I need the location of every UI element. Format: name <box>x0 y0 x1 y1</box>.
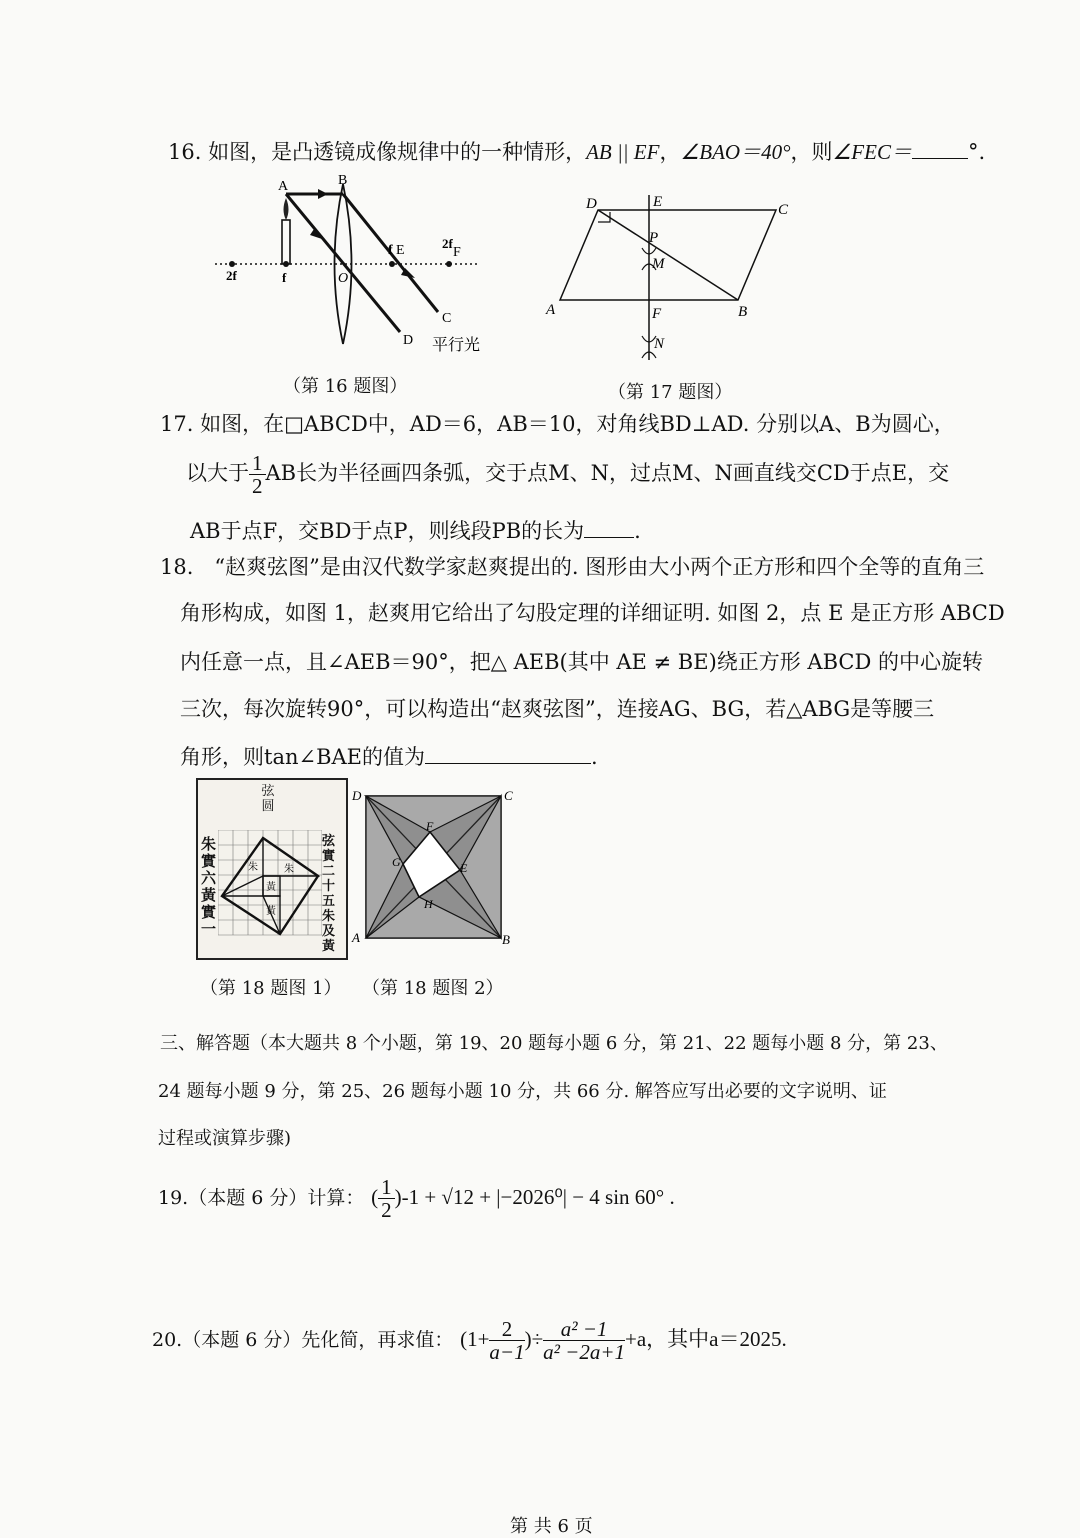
q18-fig2 <box>346 784 524 952</box>
q18-fig1-left: 朱實六黃實一 <box>201 835 217 938</box>
q16-text: 16. 如图，是凸透镜成像规律中的一种情形，AB || EF，∠BAO＝40°，则∠FEC＝ °. <box>168 137 985 165</box>
q17-label-C: C <box>778 202 789 218</box>
q18-fig1-inner-2: 黃 <box>266 882 276 893</box>
q18-fig2-label-G: G <box>392 855 401 869</box>
q19-fraction: $\frac{1}{2}$ <box>378 1176 395 1221</box>
q17-line2: 以大于 $\frac{1}{2}$ AB长为半径画四条弧，交于点M、N，过点M、N画直线交CD于点E，交 <box>186 451 950 499</box>
q18-fig2-label-B: B <box>502 932 510 947</box>
q16-label-2f-right: 2f <box>442 236 453 251</box>
q18-answer-blank <box>425 742 591 764</box>
q16-label-E: E <box>396 243 405 258</box>
q18-line3: 内任意一点，且∠AEB＝90°，把△ AEB(其中 AE ≠ BE)绕正方形 ABCD 的中心旋转 <box>180 650 984 674</box>
q16-label-D: D <box>403 333 414 348</box>
q19: 19.（本题 6 分）计算： ( $\frac{1}{2}$ )-1 + √12 + |−2026⁰| − 4 sin 60° . <box>158 1175 675 1223</box>
q17-label-M: M <box>652 256 665 272</box>
q18-fig2-label-C: C <box>504 788 513 803</box>
q16-label-C: C <box>442 311 452 326</box>
q17-label-F: F <box>652 306 662 322</box>
q16-answer-blank <box>912 137 968 159</box>
page-footer: 第 共 6 页 <box>510 1516 593 1537</box>
q17-figure <box>540 190 800 370</box>
q16-caption: （第 16 题图） <box>283 376 408 397</box>
q17-line1: 17. 如图，在□ABCD中，AD＝6，AB＝10，对角线BD⊥AD. 分别以A、B为圆心， <box>160 412 955 436</box>
q16-label-B: B <box>338 173 348 188</box>
q18-fig2-label-E: E <box>460 861 468 875</box>
q17-label-B: B <box>738 304 748 320</box>
q18-fig2-label-D: D <box>352 788 362 803</box>
q18-fig1-right: 弦實二十五朱及黃 <box>322 834 336 954</box>
q20-fraction-1: $\frac{2}{a-1}$ <box>489 1317 525 1365</box>
q17-label-P: P <box>649 230 659 246</box>
q16-label-f-left: f <box>282 270 287 285</box>
q18-fig2-label-F: F <box>426 819 434 833</box>
q18-fig1-top: 弦 圆 <box>261 784 275 814</box>
q17-label-D: D <box>586 196 597 212</box>
q18-fig1-inner-1: 朱 <box>248 862 258 873</box>
q18-caption1: （第 18 题图 1） <box>200 978 342 999</box>
q18-fig1-inner-3: 朱 <box>284 864 294 875</box>
q16-parallel-light: 平行光 <box>432 335 481 354</box>
q18-fig1 <box>196 778 348 960</box>
section3-line1: 三、解答题（本大题共 8 个小题，第 19、20 题每小题 6 分，第 21、22 题每小题 8 分，第 23、 <box>160 1033 948 1054</box>
q18-fig2-label-H: H <box>424 897 433 911</box>
q17-fraction: $\frac{1}{2}$ <box>249 452 266 497</box>
q18-line1: 18. “赵爽弦图”是由汉代数学家赵爽提出的. 图形由大小两个正方形和四个全等的直角三 <box>160 555 985 579</box>
q18-fig2-label-A: A <box>352 930 360 945</box>
q18-fig1-inner-4: 黃 <box>266 906 276 917</box>
q17-line3: AB于点F，交BD于点P，则线段PB的长为 . <box>190 516 641 544</box>
q18-caption2: （第 18 题图 2） <box>362 978 504 999</box>
q17-caption: （第 17 题图） <box>608 382 733 403</box>
q16-label-A: A <box>278 179 289 194</box>
q17-label-E: E <box>653 194 663 210</box>
q17-label-A: A <box>546 302 556 318</box>
q20: 20.（本题 6 分）先化简，再求值： (1+ $\frac{2}{a-1}$ )÷ $\frac{\text{a² −1}}{\text{a² −2a+1}}$ +a，其中a＝2025. <box>152 1317 787 1365</box>
q16-label-F: F <box>453 245 461 260</box>
q18-line2: 角形构成，如图 1，赵爽用它给出了勾股定理的详细证明. 如图 2，点 E 是正方形 ABCD <box>180 601 1005 625</box>
q16-label-O: O <box>338 271 349 286</box>
q17-answer-blank <box>584 516 634 538</box>
q16-label-f-right: f <box>388 243 393 258</box>
q16-figure <box>210 172 500 362</box>
q16-label-2f-left: 2f <box>226 268 237 283</box>
q18-line4: 三次，每次旋转90°，可以构造出“赵爽弦图”，连接AG、BG，若△ABG是等腰三 <box>180 697 935 721</box>
q17-label-N: N <box>654 336 665 352</box>
q20-fraction-2: $\frac{\text{a² −1}}{\text{a² −2a+1}}$ <box>543 1317 626 1365</box>
section3-line3: 过程或演算步骤) <box>158 1128 292 1149</box>
q18-fig1-diagram <box>218 830 322 938</box>
q18-line5: 角形，则tan∠BAE的值为 . <box>180 742 598 770</box>
section3-line2: 24 题每小题 9 分，第 25、26 题每小题 10 分，共 66 分. 解答应写出必要的文字说明、证 <box>158 1081 887 1102</box>
